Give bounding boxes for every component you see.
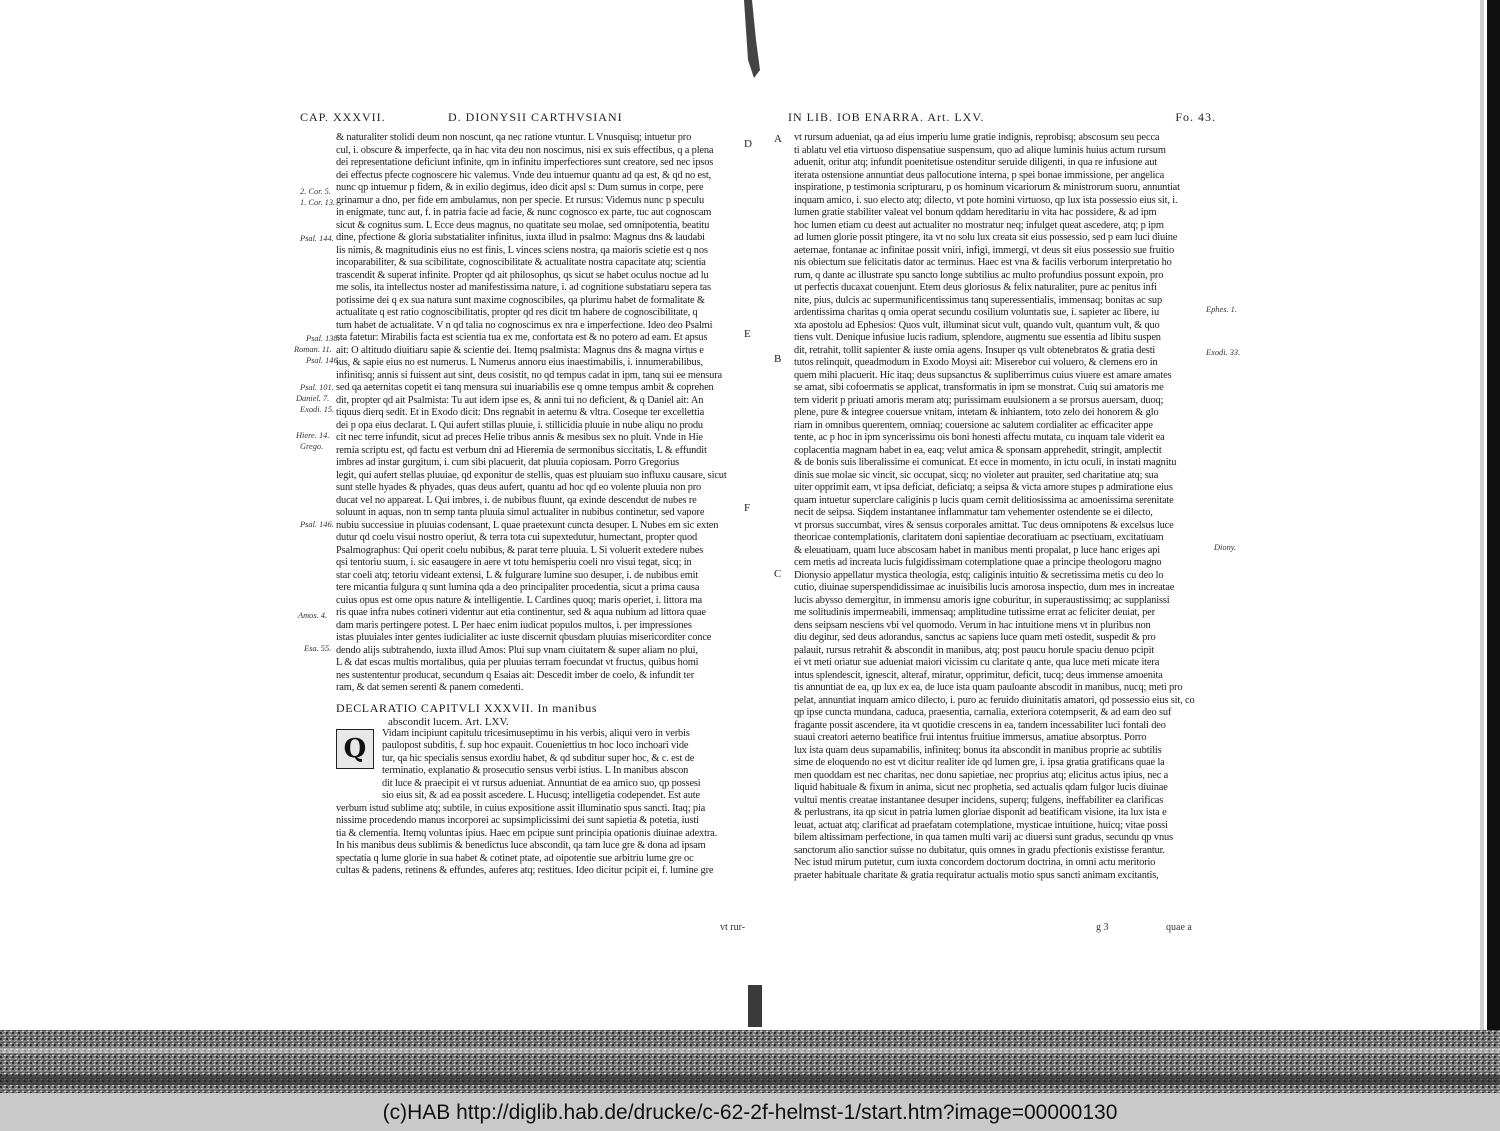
sidenote: Amos. 4. [298,611,328,620]
text-line: sanctorum alio sanctior suisse no dubitatur, quis omnes in gradu pfectionis existisse ferantur. [794,844,1165,856]
text-line: quam intuetur superclare caliginis p lucis quam cernit delitiosissima ac amoenissima serenitate [794,494,1174,506]
text-line: coplacentia magnam habet in ea, eaq; velut amica & sponsam apprehedit, stringit, amplectit [794,444,1162,456]
declaratio-subheading: abscondit lucem. Art. LXV. [388,715,509,728]
text-line: & eleuatiuam, quam luce abscosam habet in manibus menti propalat, p luce hanc eriges api [794,544,1160,556]
text-line: tur, qa hic specialis sensus exordiu habet, & qd subditur super hoc, & c. est de [382,752,695,764]
text-line: qp ipse cuncta mundana, caduca, praesentia, carnalia, exteriora cotempserit, & ad eam deo suf [794,707,1172,718]
decorated-initial [336,729,374,769]
text-line: legit, qui aufert stellas pluuiae, qd exponitur de stellis, quas est pluuiam suo influxu causare, sicut [336,469,727,481]
text-line: dit, retrahit, tollit sapienter & iuste omia agens. Insuper qs vult obtenebratos & gratia desti [794,344,1156,356]
text-line: Psalmographus: Qui operit coelu nubibus, & parat terre pluuia. L Si voluerit extedere nubes [336,544,704,556]
text-line: xta apostolu ad Ephesios: Quos vult, illuminat sicut vult, quando vult, quantum vult, & quo [794,319,1160,331]
text-line: vultui mentis creatae instantanee desuper incidens, superq; fulgens, ineffabiliter ea clarificas [794,794,1164,806]
text-line: ad lumen glorie possit ptingere, ita vt no solu lux creata sit eius possessio, sed p eam luci diuine [794,232,1178,243]
text-line: necit de seipsa. Siqdem instantanee inflammatur tam vehementer ostendente se ei dilecto, [794,507,1153,518]
text-line: infinitisq; annis si fuissent aut sint, deus cosistit, no qd tempus cadat in ipm, tanq sui ee mensura [336,369,722,381]
text-line: lucis abysso demergitur, in immensu amoris igne coburitur, in superaustissimq; ac supplanissi [794,594,1170,606]
text-line: tis annuntiat de ea, qp lux ex ea, de luce ista quam pauloante abscodit in manibus, nucq; meti pro [794,682,1183,693]
text-line: cutio, diuinae superspendidissimae ac inuisibilis lucis amorosa inspectio, dum mes in increatae [794,582,1175,593]
text-line: liquid habituale & fixum in anima, sicut nec prophetia, sed actualis qdam fulgor lucis diuinae [794,782,1168,793]
text-line: dam maris pertingere potest. L Per haec enim iudicat populos multos, i. per impressiones [336,619,692,631]
text-line: In his manibus deus sublimis & benedictus luce abscondit, qa tam luce gre & dona ad ipsam [336,840,706,851]
text-line: & perlustrans, ita qp sicut in patria lumen gloriae disponit ad beatificam visione, ita lux ista e [794,807,1167,818]
text-line: iterata ostensione annuntiat deus pallocutione interna, p spei bonae immissione, per angelica [794,169,1165,181]
text-line: tutos relinquit, queadmodum in Exodo Moysi ait: Miserebor cui voluero, & clemens ero in [794,357,1158,368]
text-line: tum habet de actualitate. V n qd talia no cognoscimus ex nra e imperfectione. Ideo deo Psalmi [336,319,713,331]
text-line: dei representatione deficiunt infinite, qm in infinitu imperfectiores sunt creatore, sed nec ipsos [336,157,714,168]
text-line: inquam amico, i. suo electo atq; dilecto, vt pote homini virtuoso, qp lux ista possessio eius sit, i. [794,194,1178,206]
left-page [294,110,760,940]
text-line: nunc qp intuemur p fidem, & in exilio degimus, ideo dicit apsl s: Dum sumus in corpe, pere [336,182,704,193]
text-line: dine, pfectione & gloria substatialiter infinitus, iuxta illud in psalmo: Magnus dns & laudabi [336,232,705,243]
text-line: L & dat escas multis mortalibus, quia per pluuias terram foecundat vt fructus, quibus homi [336,657,699,668]
right-text-block [794,132,1212,882]
text-line: imbres ad instar gurgitum, i. cum sibi placuerit, dat pluuia copiosam. Porro Gregorius [336,457,680,468]
text-line: soluunt in aquas, non tn semp tanta pluuia simul actualiter in nubibus continetur, sed vapore [336,507,705,518]
left-catchword: vt rur- [720,922,746,933]
text-line: pelat, annuntiat inquam amico dilecto, i. puro ac feruido diuinitatis amatori, qd possessio eius sit, co [794,694,1195,706]
text-line: ris quae infra nubes cotineri videntur aut etia continentur, sed & aqua nubium ad littora quae [336,607,706,618]
gutter-shadow-bottom [748,985,762,1027]
text-line: sio eius sit, & ad ea possit ascedere. L Hucusq; intelligetia codependet. Est aute [382,790,700,801]
text-line: diu degitur, sed deus adorandus, sanctus ac sapiens luce quam meti ostedit, suspedit & pro [794,632,1156,643]
text-line: terminatio, explanatio & prosecutio sensus verbi istius. L In manibus abscon [382,765,689,776]
text-line: bilem altissimam perfectione, in qua tamen multi varij ac diuersi sunt gradus, secundu qp vnus [794,832,1173,843]
text-line: cuius opus est ome opus nature & intelligentie. L Cardines quoq; maris operiet, i. littora ma [336,594,702,606]
text-line: fragante possit ascendere, ita vt quotidie crescens in ea, tandem incessabiliter luci fontali deo [794,719,1166,731]
text-line: tem viderit p priuati amoris meram atq; purissimam euulsionem a se prorsus auersam, duoq; [794,394,1164,406]
text-line: tente, ac p hoc in ipm syncerissimu ois boni honesti affectu mutata, cu inquam tale viderit ea [794,432,1165,443]
text-line: nes sustententur producat, secundum q Esaias ait: Descedit imber de coelo, & infundit ter [336,669,695,681]
sidenote: Grego. [300,442,324,451]
text-line: sta fatetur: Mirabilis facta est scientia tua ex me, confortata est & no potero ad eam. Et apsus [336,332,708,343]
text-line: intus splendescit, ignescit, alteraf, miratur, opprimitur, deficit, tucq; deus immense amoenita [794,669,1163,681]
text-line: & naturaliter stolidi deum non noscunt, qa nec ratione vtuntur. L Vnusquisq; intuetur pro [336,132,692,143]
sidenote: Psal. 146. [300,520,334,529]
text-line: nis obiectum sue felicitatis dator ac terminus. Haec est vna & facilis verborum interpretatio ho [794,257,1172,268]
text-line: ram, & dat semen serenti & panem comedenti. [336,682,524,693]
left-header-chapter: CAP. XXXVII. [300,110,386,124]
right-catchword: quae a [1166,922,1192,933]
text-line: men quoddam est nec charitas, nec donu sapietiae, nec proprius atq; elicitus actus ipius, nec a [794,769,1169,781]
text-line: lis nimis, & magnitudinis eius no est finis, L vinces sciens nostra, qa maioris scietie est q nos [336,244,708,256]
text-line: aeternae, fontanae ac infinitae possit vniri, infigi, immergi, vt deus sit eius possessio sue fruitio [794,244,1174,256]
text-line: dinis sue molae sic vincit, sic occupat, sicq; no violeter aut prauiter, sed charitatiue atq; sua [794,469,1159,481]
text-line: tere micantia fulgura q sunt lumina qda a deo principaliter procedentia, sicut a prima causa [336,582,700,593]
text-line: paulopost subditis, f. sup hoc expauit. Coueniettius tn hoc loco inchoari vide [382,740,689,751]
right-page [774,110,1241,940]
text-line: nissime procedendo manus incorporei ac supsimplicissimi dei sunt sapietia & potetia, iusti [336,815,699,826]
margin-letter: D [744,138,752,150]
text-line: ut perfectis ducaxat couenjunt. Etem deus gloriosus & felix naturaliter, pure ac penitus infi [794,282,1157,293]
text-line: palauit, rursus retrahit & abscondit in manibus, atq; post paucu horule spaciu denuo pcipit [794,644,1155,656]
margin-letter: E [744,328,751,340]
text-line: tiquus dierq sedit. Et in Exodo dicit: Dns regnabit in aeternu & vltra. Coseque ter excellettia [336,407,705,418]
text-line: ardentissima charitas q omia operat secundu cosilium voluntatis sue, i. sapieter ac libere, iu [794,307,1160,318]
sidenote: Ephes. 1. [1206,305,1237,314]
text-line: sime de eloquendo no est vt dicitur realiter ide qd lumen gre, i. ipsa gratia gratificans quae la [794,757,1165,768]
scan-right-edge [1487,0,1500,1050]
text-line: uiter opprimit eam, vt ipsa deficiat, deficiatq; a seipsa & victa amore stupes p admiratione eius [794,482,1173,493]
text-line: Dionysio appellatur mystica theologia, estq; caliginis intuitio & secretissima metis cu deo lo [794,569,1164,581]
text-line: lumen gratie stabiliter valeat vel bonum qddam hereditariu in vita hac possidere, & ad ipm [794,207,1157,218]
text-line: vt prorsus succumbat, vires & sensus corporales amittat. Tuc deus omnipotens & excelsus luce [794,519,1174,531]
scan-bottom-dark [0,1075,1500,1085]
text-line: grinamur a dno, per fide em ambulamus, non per specie. Et rursus: Videmus nunc p speculu [336,194,705,206]
declaratio-heading: DECLARATIO CAPITVLI XXXVII. In manibus [336,700,598,715]
text-line: inspiratione, p testimonia scripturaru, p os hominum vicariorum & ministrorum suoru, annuntiat [794,182,1180,193]
text-line: potissime dei q ex sua natura sunt maxime cognoscibiles, qa plurimu habet de formalitate & [336,294,705,306]
text-line: sicut & cognitus sum. L Ecce deus magnus, no quatitate seu molae, sed omnipotentia, beatitu [336,219,710,231]
text-line: in enigmate, tunc aut, f. in patria facie ad facie, & nunc cognosco ex parte, tuc aut cognoscam [336,207,712,218]
gutter-shadow-top [744,0,760,78]
text-line: nite, pius, dulcis ac supermunificentissimus tanq superessentialis, immensaq; bonitas ac sup [794,294,1162,306]
text-line: dei effectus pfecte cognoscere hic valemus. Vnde deu intuemur quantu ad qa est, & qd no est, [336,169,712,181]
text-line: verbum istud sublime atq; subtile, in cuius expositione assit illuminatio spus sancti. Itaq; pia [336,802,706,814]
text-line: tiens vult. Denique infusiue lucis radium, splendore, augmentu sue essentia ad libitu suspen [794,332,1161,343]
right-running-head [786,110,1216,130]
sidenote: Roman. 11. [294,345,332,354]
text-line: qsi tentoriu suum, i. sic easaugere in aere vt totu hemisperiu coeli nro visui tegat, sicq; in [336,557,692,568]
sidenote: Hiere. 14. [296,431,330,440]
text-line: ti ablatu vel etia virtuoso dispensatiue suspensum, quo ad alique luminis huius actum rursum [794,144,1166,156]
margin-letter: F [744,502,751,514]
text-line: sunt stelle hyades & phyades, quas deus aufert, quantu ad hoc qd eo volente pluuia non pro [336,482,702,493]
text-line: theoricae contemplationis, claritatem doni sapientiae decoratiuam ac psectiuam, excitatiuam [794,532,1164,543]
sidenote: Diony. [1214,543,1237,552]
text-line: incoparabiliter, & sua scibilitate, cognoscibilitate & actualitate nostra capacitate atq; scientia [336,257,706,268]
text-line: cit nec terre infundit, sicut ad preces Helie tribus annis & mesibus sex no pluit. Vnde in Hie [336,432,703,443]
sidenote: 1. Cor. 13. [300,198,336,207]
text-line: istas pluuiales inter gentes iudicialiter ac iuste discernit qbusdam pluuias misericorditer conce [336,632,712,643]
text-line: ei vt meti oriatur sue adueniat maiori vicissim cu claritate q ante, qua luce meti micate itera [794,657,1160,668]
text-line: me solitudinis impermeabili, immensaq; amplitudine tutissime errat ac feliciter deuiat, per [794,607,1155,618]
text-line: ius, & sapie eius no est numerus. L Numerus annoru eius inaestimabilis, i. innumerabilibus, [336,357,703,368]
text-line: ducat vel no appareat. L Qui imbres, i. de nubibus fluunt, qa exinde descendut de nubes re [336,494,697,506]
right-header-title: IN LIB. IOB ENARRA. Art. LXV. [788,110,985,124]
sidenote: Exodi. 33. [1206,348,1241,357]
text-line: praeter habituale charitate & gratia requiratur actualis motio spus sancti animam excitantis, [794,869,1159,881]
text-line: actualitate q est ratio cognoscibilitatis, propter qd res dicit tm habere de cognoscibilitate, q [336,307,698,318]
sidenote: Esa. 55. [304,644,332,653]
decorated-initial-letter: Q [343,733,367,764]
text-line: dendo alijs subtrahendo, iuxta illud Amos: Plui sup vnam ciuitatem & super aliam no plui, [336,644,698,656]
text-line: plene, pure & integree couersue vnitam, intetam & inhiantem, toto zelo dei honorem & glo [794,407,1159,418]
text-line: cultas & padens, retinens & effundes, auferes atq; restitues. Ideo dicitur pcipit ei, f. lumine gre [336,865,714,876]
text-line: quem mihi placuerit. Hic itaq; deus supsanctus & supliberrimus cuius viuere est amare amates [794,369,1172,381]
signature-mark: g 3 [1096,922,1109,933]
text-line: dit, propter qd ait Psalmista: Tu aut idem ipse es, & anni tui no deficient, & q Daniel ait: An [336,394,704,406]
left-header-author: D. DIONYSII CARTHVSIANI [448,110,623,124]
scan-right-edge-inner [1480,0,1484,1050]
sidenote: Psal. 146. [306,356,340,365]
text-line: spectatia q lume glorie in sua habet & cotinet ptate, ad oipotentie sue arbitriu lume gre oc [336,852,694,864]
text-line: cem metis ad increata lucis fulgidissimam cotemplatione quae a principe theologoru magno [794,557,1162,568]
text-line: vt rursum adueniat, qa ad eius imperiu lume gratie indignis, reprobisq; abscosum seu pecca [794,132,1160,143]
text-line: rum, q dante ac illustrate spu sancto longe subtilius ac multo profundius possunt expoin, pro [794,269,1164,281]
margin-letter: B [774,353,782,365]
scan-bottom-highlight [0,1048,1500,1053]
text-line: leuat, actuat atq; clarificat ad praefatam cotemplatione, mysticae intuitione, huicq; vitae possi [794,819,1168,831]
text-line: hoc lumen etiam cu deest aut actualiter no mostratur neq; infulget queat ascedere, atq; p ipm [794,219,1164,231]
credit-footer [0,1093,1500,1131]
text-line: Nec istud mirum putetur, cum iuxta concordem doctorum doctrina, in omni actu meritorio [794,857,1156,868]
sidenote: Psal. 101. [300,383,334,392]
sidenote: 2. Cor. 5. [300,187,331,196]
text-line: cul, i. obscure & imperfecte, qa in hac vita deu non noscimus, nisi ex suis effectibus, q a plena [336,144,714,156]
text-line: dit luce & praecipit ei vt rursus adueniat. Annuntiat de ea amico suo, qp possesi [382,777,701,789]
text-line: & de bonis suis liberalissime ei comunicat. Et ecce in momento, in ictu oculi, in instati magnitu [794,457,1177,468]
text-line: trascendit & superat infinite. Propter qd ait philosophus, qs sicut se habet oculus noctue ad lu [336,269,709,281]
text-line: se amat, sibi cofoermatis se applicat, transformatis in ipm se monstrat. Cuiq sui amatoris me [794,382,1164,393]
sidenote: Daniel. 7. [296,394,330,403]
declaratio-body [336,728,736,803]
left-running-head [300,110,760,130]
text-line: Vidam incipiunt capitulu tricesimuseptimu in his verbis, aliqui vero in verbis [382,727,690,739]
text-line: dei p opa eius declarat. L Qui aufert stillas pluuie, i. stillicidia pluuie in nube aliqu no produ [336,419,703,431]
left-text-block [336,132,736,878]
sidenote: Exodi. 15. [300,405,335,414]
text-line: dutur qd coelu visui nostro operiut, & terra tota cui supextedutur, humectant, propter quod [336,532,698,543]
text-line: sed qa aeternitas copetit ei tanq mensura sui inuariabilis ese q omne tempus ambit & coprehen [336,382,714,393]
text-line: nubiu successiue in pluuias codensant, L quae praetexunt cuncta desuper. L Nubes em sic exten [336,519,719,531]
text-line: riam in omnibus querentem, omniaq; couersione ac salutem cordialiter ac efficaciter appe [794,419,1153,431]
sidenote: Psal. 144. [300,234,334,243]
text-line: me solis, ita intellectus noster ad manifestissima nature, i. ad cognitione substatiaru sepera tas [336,282,711,293]
text-line: aduenit, oritur atq; infundit poenitetisue ostenditur seruide diligenti, in qua re infusione aut [794,157,1158,168]
text-line: suaui creatori aeterno beatifice frui intentus fruitiue immersus, amatiue absorptus. Porro [794,732,1147,743]
text-line: star coeli atq; tetoriu videant extensi, L & fulgurare lumine suo desuper, i. de nubibus emit [336,569,699,581]
text-line: dens seipsam nesciens vbi vel quomodo. Verum in hac intuitione mens vt in pluribus non [794,619,1151,631]
right-header-folio: Fo. 43. [1175,110,1216,124]
text-line: ait: O altitudo diuitiaru sapie & scientie dei. Itemq psalmista: Magnus dns & magna virtus e [336,344,704,356]
credit-text: (c)HAB http://diglib.hab.de/drucke/c-62-2f-helmst-1/start.htm?image=00000130 [382,1101,1118,1124]
text-line: tia & clementia. Itemq voluntas ipius. Haec em pcipue sunt principia opationis diuinae adextra. [336,827,718,839]
text-line: lux ista quam deus supamabilis, infiniteq; bonus ita abscondit in manibus proprie ac subtilis [794,744,1162,756]
text-line: remia scriptu est, qd factu est verbum dni ad Hieremia de sermonibus siccitatis, L & effundit [336,444,707,456]
margin-letter: A [774,133,782,145]
margin-letter: C [774,568,782,580]
sidenote: Psal. 138. [306,334,340,343]
